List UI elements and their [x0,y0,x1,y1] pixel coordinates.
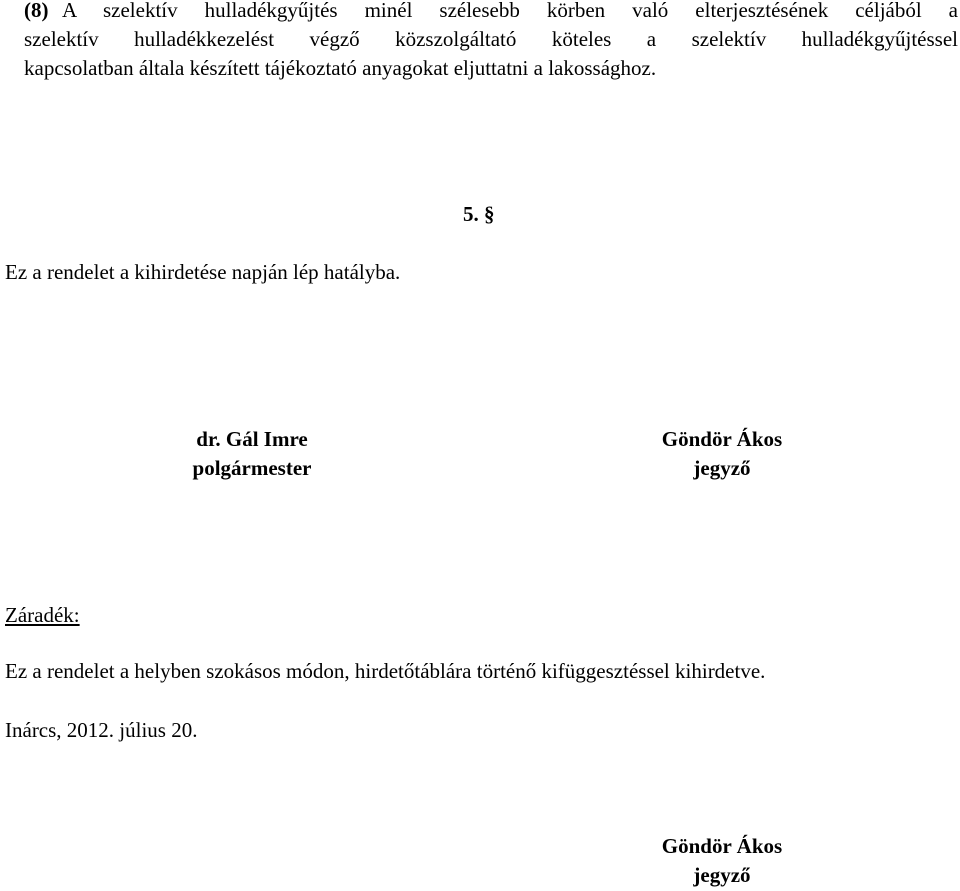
closing-signer-name: Göndör Ákos [661,834,783,858]
paragraph-number: (8) [24,0,49,22]
closing-text: Ez a rendelet a helyben szokásos módon, hirdetőtáblára történő kifüggesztéssel kihirdetve. [5,659,766,683]
paragraph-8 [24,0,958,83]
notary-name: Göndör Ákos [661,427,783,451]
paragraph-line-1: A szelektív hulladékgyűjtés minél szélesebb körben való elterjesztésének céljából a [62,0,958,22]
section-5-heading: 5. § [463,202,495,226]
notary-signature-block [622,425,822,483]
paragraph-line-3: kapcsolatban általa készített tájékoztató anyagokat eljuttatni a lakossághoz. [24,56,657,80]
mayor-name: dr. Gál Imre [196,427,308,451]
closing-signer-title: jegyző [693,863,751,887]
notary-title: jegyző [693,456,751,480]
closing-signature-block [622,832,822,890]
closing-heading: Záradék: [5,603,80,627]
place-date: Inárcs, 2012. július 20. [5,718,198,742]
section-5-text: Ez a rendelet a kihirdetése napján lép hatályba. [5,260,401,284]
mayor-title: polgármester [192,456,312,480]
paragraph-line-2: szelektív hulladékkezelést végző közszolgáltató köteles a szelektív hulladékgyűjtéssel [24,27,958,51]
mayor-signature-block [152,425,352,483]
